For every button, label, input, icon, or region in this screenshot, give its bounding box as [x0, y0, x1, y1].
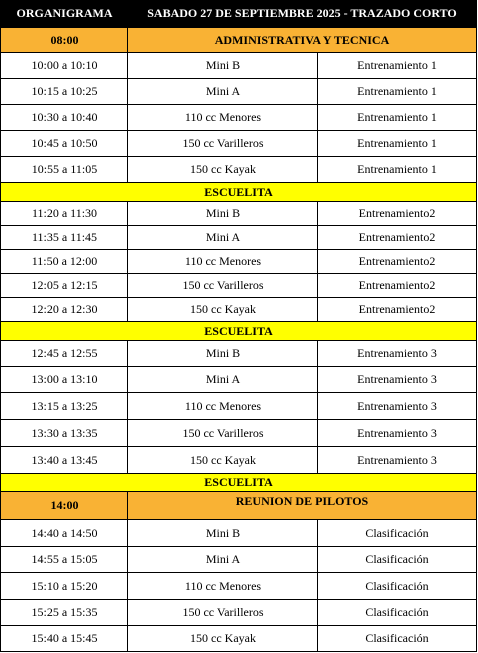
category-cell: 150 cc Kayak [127, 298, 318, 322]
category-cell: Mini B [127, 341, 318, 367]
table-row [0, 547, 477, 573]
category-cell: 150 cc Kayak [127, 626, 318, 652]
category-cell: 110 cc Menores [127, 573, 318, 600]
category-cell: Mini A [127, 79, 318, 105]
category-cell: 150 cc Kayak [127, 157, 318, 183]
time-cell: 15:10 a 15:20 [0, 573, 128, 600]
time-cell: 13:15 a 13:25 [0, 393, 128, 420]
session-cell: Clasificación [317, 573, 477, 600]
header-right: SABADO 27 DE SEPTIEMBRE 2025 - TRAZADO CORTO [127, 0, 477, 28]
category-cell: Mini B [127, 520, 318, 547]
table-row [0, 626, 477, 652]
escuelita-row [0, 183, 477, 202]
category-cell: Mini A [127, 367, 318, 393]
session-cell: Entrenamiento 3 [317, 420, 477, 447]
table-row [0, 367, 477, 393]
time-cell: 11:50 a 12:00 [0, 250, 128, 274]
table-row [0, 202, 477, 226]
session-cell: Entrenamiento2 [317, 226, 477, 250]
category-cell: 110 cc Menores [127, 250, 318, 274]
session-cell: Entrenamiento2 [317, 274, 477, 298]
table-row [0, 274, 477, 298]
table-row [0, 53, 477, 79]
header-left: ORGANIGRAMA [0, 0, 128, 28]
section-title: REUNION DE PILOTOS [127, 492, 477, 520]
table-row [0, 420, 477, 447]
section-title: ESCUELITA [0, 322, 477, 341]
section-title: ESCUELITA [0, 474, 477, 492]
category-cell: Mini A [127, 226, 318, 250]
time-cell: 10:55 a 11:05 [0, 157, 128, 183]
time-cell: 15:40 a 15:45 [0, 626, 128, 652]
time-cell: 12:45 a 12:55 [0, 341, 128, 367]
time-cell: 14:40 a 14:50 [0, 520, 128, 547]
session-cell: Entrenamiento 3 [317, 447, 477, 474]
table-row [0, 520, 477, 547]
session-cell: Entrenamiento 3 [317, 367, 477, 393]
section-time: 14:00 [0, 492, 128, 520]
section-header-row [0, 492, 477, 520]
category-cell: Mini B [127, 53, 318, 79]
time-cell: 10:45 a 10:50 [0, 131, 128, 157]
table-row [0, 341, 477, 367]
table-row [0, 157, 477, 183]
category-cell: Mini B [127, 202, 318, 226]
section-title: ESCUELITA [0, 183, 477, 202]
session-cell: Entrenamiento 1 [317, 79, 477, 105]
time-cell: 10:30 a 10:40 [0, 105, 128, 131]
time-cell: 13:40 a 13:45 [0, 447, 128, 474]
time-cell: 13:00 a 13:10 [0, 367, 128, 393]
session-cell: Entrenamiento 1 [317, 157, 477, 183]
table-row [0, 600, 477, 626]
session-cell: Entrenamiento 3 [317, 341, 477, 367]
session-cell: Entrenamiento 1 [317, 105, 477, 131]
category-cell: 150 cc Varilleros [127, 420, 318, 447]
table-row [0, 447, 477, 474]
time-cell: 11:35 a 11:45 [0, 226, 128, 250]
header-row [0, 0, 477, 28]
session-cell: Entrenamiento2 [317, 202, 477, 226]
session-cell: Clasificación [317, 600, 477, 626]
time-cell: 14:55 a 15:05 [0, 547, 128, 573]
category-cell: Mini A [127, 547, 318, 573]
section-title: ADMINISTRATIVA Y TECNICA [127, 28, 477, 53]
time-cell: 11:20 a 11:30 [0, 202, 128, 226]
table-row [0, 250, 477, 274]
session-cell: Entrenamiento 3 [317, 393, 477, 420]
session-cell: Clasificación [317, 626, 477, 652]
escuelita-row [0, 322, 477, 341]
session-cell: Entrenamiento 1 [317, 53, 477, 79]
table-row [0, 131, 477, 157]
session-cell: Entrenamiento2 [317, 298, 477, 322]
section-header-row [0, 28, 477, 53]
table-row [0, 298, 477, 322]
section-time: 08:00 [0, 28, 128, 53]
time-cell: 13:30 a 13:35 [0, 420, 128, 447]
category-cell: 110 cc Menores [127, 105, 318, 131]
category-cell: 150 cc Varilleros [127, 131, 318, 157]
table-row [0, 105, 477, 131]
time-cell: 12:20 a 12:30 [0, 298, 128, 322]
time-cell: 15:25 a 15:35 [0, 600, 128, 626]
table-row [0, 573, 477, 600]
session-cell: Entrenamiento 1 [317, 131, 477, 157]
session-cell: Entrenamiento2 [317, 250, 477, 274]
session-cell: Clasificación [317, 520, 477, 547]
table-row [0, 226, 477, 250]
escuelita-row [0, 474, 477, 492]
category-cell: 110 cc Menores [127, 393, 318, 420]
time-cell: 10:00 a 10:10 [0, 53, 128, 79]
session-cell: Clasificación [317, 547, 477, 573]
time-cell: 10:15 a 10:25 [0, 79, 128, 105]
table-row [0, 393, 477, 420]
category-cell: 150 cc Varilleros [127, 600, 318, 626]
table-row [0, 79, 477, 105]
time-cell: 12:05 a 12:15 [0, 274, 128, 298]
category-cell: 150 cc Varilleros [127, 274, 318, 298]
category-cell: 150 cc Kayak [127, 447, 318, 474]
